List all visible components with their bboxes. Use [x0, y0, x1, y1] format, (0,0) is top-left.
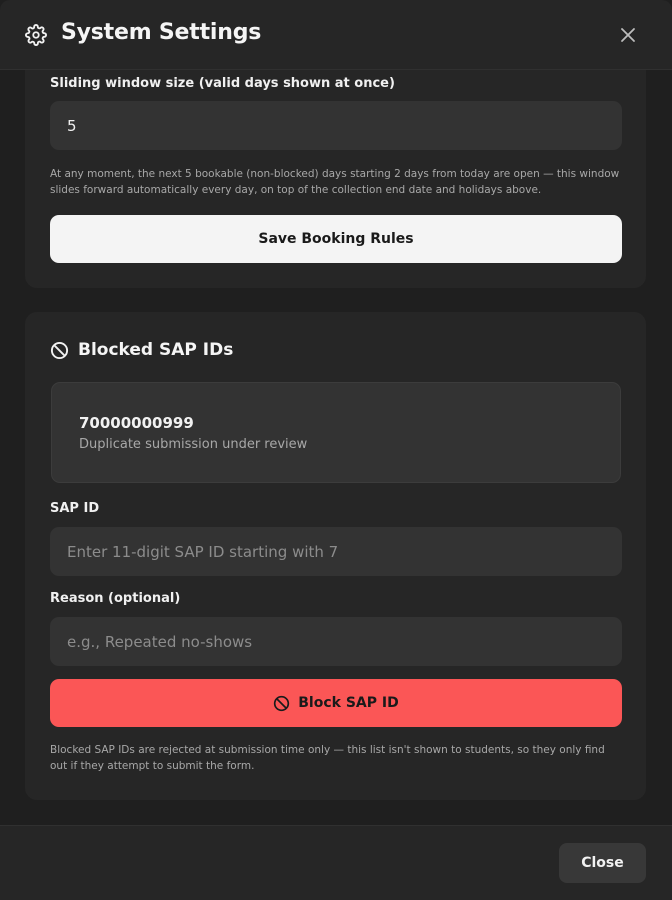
window-size-label: Sliding window size (valid days shown at once) [50, 76, 395, 91]
blocked-section-title: Blocked SAP IDs [78, 340, 234, 360]
close-icon[interactable] [620, 27, 636, 43]
sap-id-input[interactable]: Enter 11-digit SAP ID starting with 7 [50, 527, 622, 576]
block-sap-button[interactable] [50, 679, 622, 727]
sap-id-label: SAP ID [50, 501, 100, 516]
gear-icon [25, 24, 47, 46]
modal-header [0, 0, 672, 70]
blocked-sap-item [51, 382, 621, 483]
blocked-sap-id: 70000000999 [79, 414, 194, 432]
blocked-section-header [50, 340, 233, 360]
modal-title: System Settings [61, 20, 262, 45]
block-sap-button-label: Block SAP ID [298, 695, 399, 711]
blocked-footnote: Blocked SAP IDs are rejected at submission time only — this list isn't shown to students, so they only find out if they attempt to submit the form. [50, 744, 605, 772]
close-button[interactable]: Close [559, 843, 646, 883]
blocked-sap-card [25, 312, 646, 800]
modal-footer [0, 825, 672, 900]
booking-rules-card [25, 70, 646, 288]
block-icon [273, 695, 290, 712]
modal-body[interactable] [0, 70, 672, 825]
window-size-hint: At any moment, the next 5 bookable (non-blocked) days starting 2 days from today are open — this window slides forward automatically every day, on top of the collection end date and holidays above. [50, 168, 620, 196]
block-icon [50, 341, 69, 360]
reason-label: Reason (optional) [50, 591, 181, 606]
reason-input[interactable]: e.g., Repeated no-shows [50, 617, 622, 666]
window-size-input[interactable]: 5 [50, 101, 622, 150]
blocked-sap-reason: Duplicate submission under review [79, 437, 308, 452]
save-booking-rules-button[interactable]: Save Booking Rules [50, 215, 622, 263]
